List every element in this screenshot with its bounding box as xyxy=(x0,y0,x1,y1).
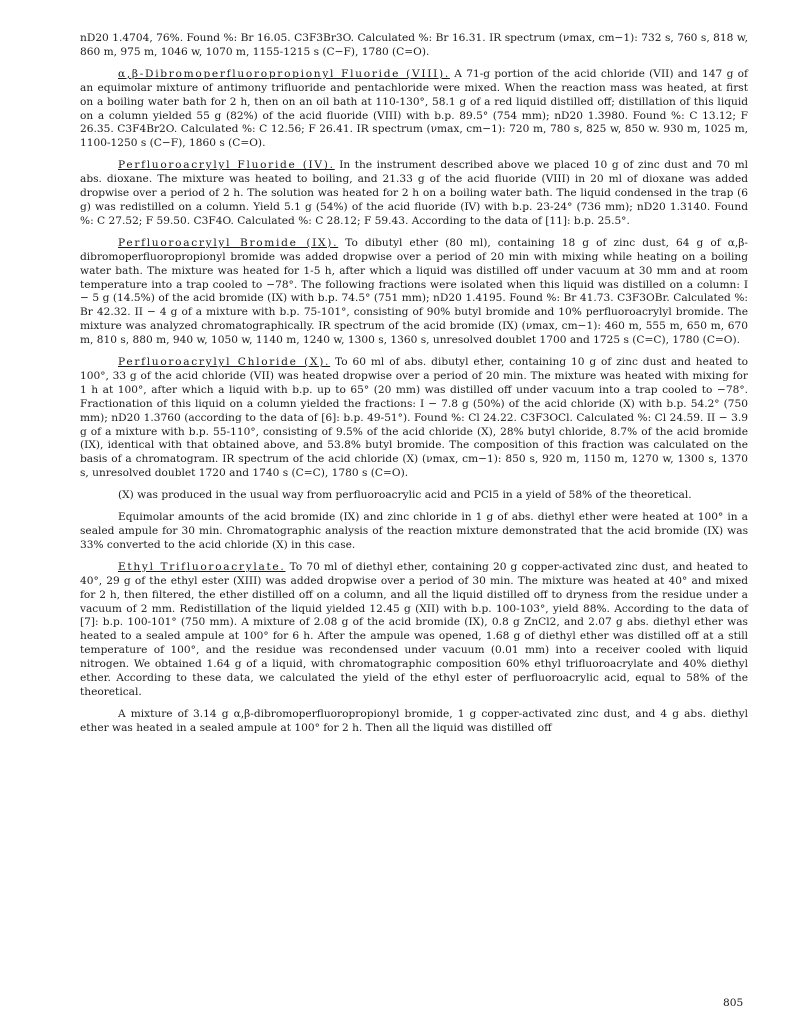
paragraph-final-mixture xyxy=(80,708,748,736)
paragraph-ethyl-trifluoroacrylate xyxy=(80,561,748,700)
section-heading: α,β-Dibromoperfluoropropionyl Fluoride (VIII). xyxy=(118,67,450,80)
paragraph-text: Equimolar amounts of the acid bromide (IX) and zinc chloride in 1 g of abs. diethyl ether were heated at 100° in a sealed ampule for 30 min. Chromatographic analysis of the reaction mixture demonstrated that the acid bromide (IX) was 33% converted to the acid chloride (X) in this case. xyxy=(80,511,748,551)
paragraph-text: A 71-g portion of the acid chloride (VII) and 147 g of an equimolar mixture of antimony trifluoride and pentachloride were mixed. When the reaction mass was heated, at first on a boiling water bath for 2 h, then on an oil bath at 110-130°, 58.1 g of a red liquid distilled off; distillation of this liquid on a column yielded 55 g (82%) of the acid fluoride (VIII) with b.p. 89.5° (754 mm); nD20 1.3980. Found %: C 13.12; F 26.35. C3F4Br2O. Calculated %: C 12.56; F 26.41. IR spectrum (νmax, cm−1): 720 m, 780 s, 825 w, 850 w. 930 m, 1025 m, 1100-1250 s (C−F), 1860 s (C=O). xyxy=(80,67,748,150)
paragraph-text: A mixture of 3.14 g α,β-dibromoperfluoropropionyl bromide, 1 g copper-activated zinc dust, and 4 g abs. diethyl ether was heated in a sealed ampule at 100° for 2 h. Then all the liquid was distilled off xyxy=(80,707,748,734)
paragraph-text: To dibutyl ether (80 ml), containing 18 g of zinc dust, 64 g of α,β-dibromoperfluoropropionyl bromide was added dropwise over a period of 20 min with mixing while heating on a boiling water bath. The mixture was heated for 1-5 h, after which a liquid was distilled off under vacuum at 30 mm and at room temperature into a trap cooled to −78°. The following fractions were isolated when this liquid was distilled on a column: I − 5 g (14.5%) of the acid bromide (IX) with b.p. 74.5° (751 mm); nD20 1.4195. Found %: Br 41.73. C3F3OBr. Calculated %: Br 42.32. II − 4 g of a mixture with b.p. 75-101°, consisting of 90% butyl bromide and 10% perfluoroacrylyl bromide. The mixture was analyzed chromatographically. IR spectrum of the acid bromide (IX) (νmax, cm−1): 460 m, 555 m, 650 m, 670 m, 810 s, 880 m, 940 w, 1050 w, 1140 m, 1240 w, 1300 s, 1360 s, unresolved doublet 1700 and 1725 s (C=C), 1780 (C=O). xyxy=(80,236,748,347)
paragraph-continuation xyxy=(80,32,748,60)
paragraph-pcl5-method xyxy=(80,489,748,503)
section-heading: Perfluoroacrylyl Bromide (IX). xyxy=(118,236,339,249)
paragraph-perfluoroacrylyl-fluoride xyxy=(80,159,748,229)
page-number: 805 xyxy=(723,997,744,1009)
section-heading: Perfluoroacrylyl Chloride (X). xyxy=(118,356,331,369)
paragraph-text: In the instrument described above we placed 10 g of zinc dust and 70 ml abs. dioxane. The mixture was heated to boiling, and 21.33 g of the acid fluoride (VIII) in 20 ml of dioxane was added dropwise over a period of 2 h. The solution was heated for 2 h on a boiling water bath. The liquid condensed in the trap (6 g) was redistilled on a column. Yield 5.1 g (54%) of the acid fluoride (IV) with b.p. 23-24° (736 mm); nD20 1.3140. Found %: C 27.52; F 59.50. C3F4O. Calculated %: C 28.12; F 59.43. According to the data of [11]: b.p. 25.5°. xyxy=(80,159,749,227)
section-heading: Ethyl Trifluoroacrylate. xyxy=(118,560,286,573)
paragraph-text: To 60 ml of abs. dibutyl ether, containing 10 g of zinc dust and heated to 100°, 33 g of the acid chloride (VII) was heated dropwise over a period of 20 min. The mixture was heated with mixing for 1 h at 100°, after which a liquid with b.p. up to 65° (20 mm) was distilled off under vacuum into a trap cooled to −78°. Fractionation of this liquid on a column yielded the fractions: I − 7.8 g (50%) of the acid chloride (X) with b.p. 54.2° (750 mm); nD20 1.3760 (according to the data of [6]: b.p. 49-51°). Found %: Cl 24.22. C3F3OCl. Calculated %: Cl 24.59. II − 3.9 g of a mixture with b.p. 55-110°, consisting of 9.5% of the acid chloride (X), 28% butyl chloride, 8.7% of the acid bromide (IX), identical with that obtained above, and 53.8% butyl bromide. The composition of this fraction was calculated on the basis of a chromatogram. IR spectrum of the acid chloride (X) (νmax, cm−1): 850 s, 920 m, 1150 m, 1270 w, 1300 s, 1370 s, unresolved doublet 1720 and 1740 s (C=C), 1780 s (C=O). xyxy=(80,356,749,480)
paragraph-text: nD20 1.4704, 76%. Found %: Br 16.05. C3F3Br3O. Calculated %: Br 16.31. IR spectrum (νmax, cm−1): 732 s, 760 s, 818 w, 860 m, 975 m, 1046 w, 1070 m, 1155-1215 s (C−F), 1780 (C=O). xyxy=(80,32,748,58)
paragraph-perfluoroacrylyl-chloride xyxy=(80,356,748,481)
paragraph-text: To 70 ml of diethyl ether, containing 20 g copper-activated zinc dust, and heated to 40°, 29 g of the ethyl ester (XIII) was added dropwise over a period of 30 min. The mixture was heated at 40° and mixed for 2 h, then filtered, the ether distilled off on a column, and all the liquid distilled off to dryness from the residue under a vacuum of 2 mm. Redistillation of the liquid yielded 12.45 g (XII) with b.p. 100-103°, yield 88%. According to the data of [7]: b.p. 100-101° (750 mm). A mixture of 2.08 g of the acid bromide (IX), 0.8 g ZnCl2, and 2.07 g abs. diethyl ether was heated to a sealed ampule at 100° for 6 h. After the ampule was opened, 1.68 g of diethyl ether was distilled off at a still temperature of 100°, and the residue was recondensed under vacuum (0.01 mm) into a receiver cooled with liquid nitrogen. We obtained 1.64 g of a liquid, with chromatographic composition 60% ethyl trifluoroacrylate and 40% diethyl ether. According to these data, we calculated the yield of the ethyl ester of perfluoroacrylic acid, equal to 58% of the theoretical. xyxy=(80,560,748,698)
paragraph-perfluoroacrylyl-bromide xyxy=(80,237,748,348)
paragraph-equimolar-experiment xyxy=(80,511,748,553)
paragraph-dibromoperfluoropropionyl-fluoride xyxy=(80,68,748,151)
document-body xyxy=(80,32,748,744)
paragraph-text: (X) was produced in the usual way from perfluoroacrylic acid and PCl5 in a yield of 58% of the theoretical. xyxy=(118,489,692,502)
section-heading: Perfluoroacrylyl Fluoride (IV). xyxy=(118,159,335,172)
